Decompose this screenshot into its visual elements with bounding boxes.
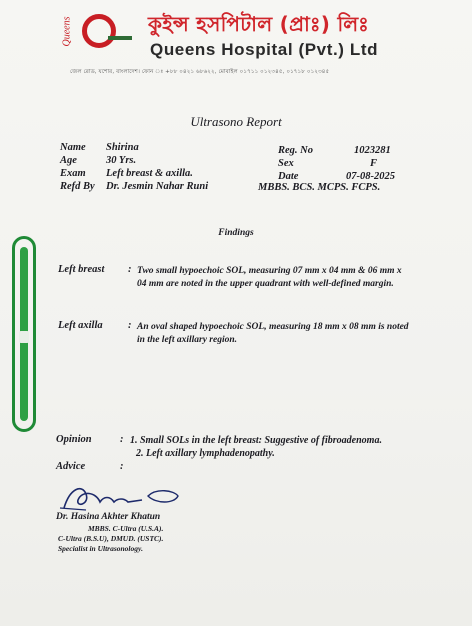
logo-tail-icon <box>108 36 132 40</box>
hospital-name-english: Queens Hospital (Pvt.) Ltd <box>150 40 379 59</box>
finding-text-left-axilla: An oval shaped hypoechoic SOL, measuring 18 mm x 08 mm is noted in the left axillary region. <box>137 322 409 345</box>
reg-label: Reg. No <box>278 145 313 156</box>
finding-text-left-breast: Two small hypoechoic SOL, measuring 07 mm x 04 mm & 06 mm x 04 mm are noted in the upper quadrant with well-defined margin. <box>137 266 402 289</box>
colon: : <box>120 434 124 445</box>
patient-name: Shirina <box>106 142 139 153</box>
reg-number: 1023281 <box>354 145 391 156</box>
hospital-address: জেল রোড, যশোর, বাংলাদেশ। ফোন ঃ +৮৮ ০৪২১ ৬৮৬২২, মোবাইল ০১৭১১ ০১২৩৪৫, ০১৭১৮ ০১২৩৪৫ <box>70 69 330 75</box>
name-label: Name <box>60 142 86 153</box>
report-date: 07-08-2025 <box>346 171 395 182</box>
age-label: Age <box>60 155 77 166</box>
doctor-degree-line-1: MBBS. C-Ultra (U.S.A). <box>88 524 164 533</box>
paper-clip-band <box>19 331 29 343</box>
patient-sex: F <box>370 158 378 169</box>
report-title: Ultrasono Report <box>190 114 282 129</box>
colon: : <box>128 320 132 331</box>
exam-label: Exam <box>60 168 86 179</box>
doctor-name: Dr. Hasina Akhter Khatun <box>56 512 161 522</box>
opinion-line-1: 1. Small SOLs in the left breast: Suggestive of fibroadenoma. <box>130 435 382 446</box>
opinion-line-2: 2. Left axillary lymphadenopathy. <box>136 448 275 459</box>
hospital-name-bengali: কুইন্স হসপিটাল (প্রাঃ) লিঃ <box>148 12 370 36</box>
findings-heading: Findings <box>218 228 254 238</box>
colon: : <box>120 461 124 472</box>
opinion-label: Opinion <box>56 434 92 445</box>
hospital-logo-icon <box>82 14 116 48</box>
refd-label: Refd By <box>60 181 95 192</box>
paper-clip-icon <box>12 236 36 432</box>
logo-side-text: Queens <box>61 16 73 47</box>
sex-label: Sex <box>278 158 294 169</box>
referring-doctor-degrees: MBBS. BCS. MCPS. FCPS. <box>258 182 381 193</box>
advice-label: Advice <box>56 461 86 472</box>
finding-label-left-breast: Left breast <box>58 264 105 275</box>
doctor-specialty: Specialist in Ultrasonology. <box>58 544 143 553</box>
patient-age: 30 Yrs. <box>106 155 137 166</box>
doctor-degree-line-2: C-Ultra (B.S.U), DMUD. (USTC). <box>58 534 164 543</box>
colon: : <box>128 264 132 275</box>
finding-label-left-axilla: Left axilla <box>58 320 103 331</box>
date-label: Date <box>278 171 299 182</box>
referring-doctor: Dr. Jesmin Nahar Runi <box>106 181 209 192</box>
patient-exam: Left breast & axilla. <box>106 168 193 179</box>
